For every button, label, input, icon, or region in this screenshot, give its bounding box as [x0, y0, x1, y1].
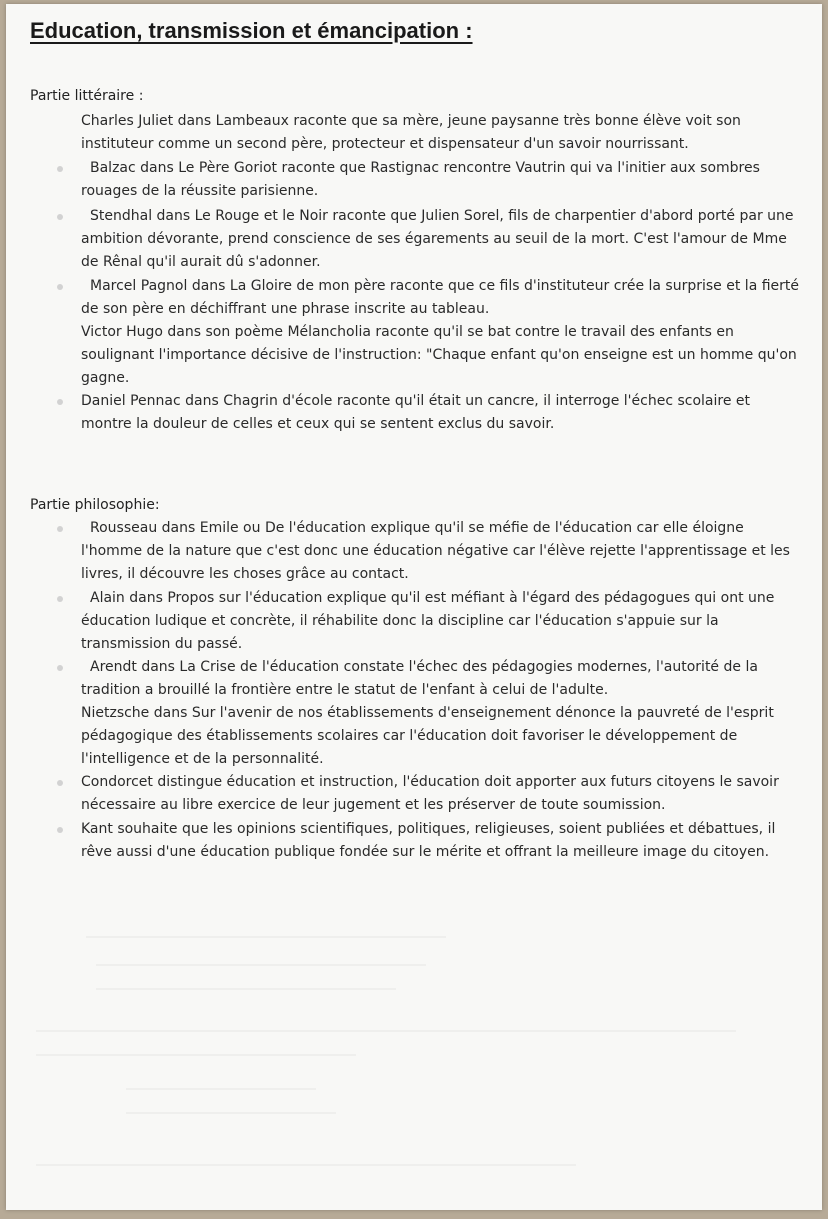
- bullet-icon: [57, 596, 63, 602]
- bullet-icon: [57, 780, 63, 786]
- show-through-mark: [86, 936, 446, 938]
- list-item: Arendt dans La Crise de l'éducation constate l'échec des pédagogies modernes, l'autorité de la tradition a brouillé la frontière entre le statut de l'enfant à celui de l'adulte.: [81, 659, 758, 698]
- show-through-mark: [36, 1030, 736, 1032]
- list-item: Alain dans Propos sur l'éducation explique qu'il est méfiant à l'égard des pédagogues qui ont une éducation ludique et concrète, il réhabilite donc la discipline car l'éducation s'appuie sur la transmission du passé.: [81, 590, 775, 652]
- section-heading-philosophie: Partie philosophie:: [30, 497, 160, 513]
- show-through-mark: [126, 1112, 336, 1114]
- list-item: Nietzsche dans Sur l'avenir de nos établissements d'enseignement dénonce la pauvreté de l'esprit pédagogique des établissements scolaires car l'éducation doit favoriser le développement de l'intelligence et de la personnalité.: [81, 705, 774, 767]
- show-through-mark: [96, 964, 426, 966]
- list-item: Charles Juliet dans Lambeaux raconte que sa mère, jeune paysanne très bonne élève voit son instituteur comme un second père, protecteur et dispensateur d'un savoir nourrissant.: [81, 113, 741, 152]
- show-through-mark: [36, 1054, 356, 1056]
- list-item: Victor Hugo dans son poème Mélancholia raconte qu'il se bat contre le travail des enfants en soulignant l'importance décisive de l'instruction: "Chaque enfant qu'on enseigne est un homme qu'on gagne.: [81, 324, 797, 386]
- show-through-mark: [126, 1088, 316, 1090]
- bullet-icon: [57, 827, 63, 833]
- list-item: Daniel Pennac dans Chagrin d'école raconte qu'il était un cancre, il interroge l'échec scolaire et montre la douleur de celles et ceux qui se sentent exclus du savoir.: [81, 393, 750, 432]
- bullet-icon: [57, 665, 63, 671]
- bullet-icon: [57, 166, 63, 172]
- list-item: Condorcet distingue éducation et instruction, l'éducation doit apporter aux futurs citoyens le savoir nécessaire au libre exercice de leur jugement et les préserver de toute soumission.: [81, 774, 779, 813]
- bullet-icon: [57, 526, 63, 532]
- show-through-mark: [36, 1164, 576, 1166]
- list-item: Rousseau dans Emile ou De l'éducation explique qu'il se méfie de l'éducation car elle éloigne l'homme de la nature que c'est donc une éducation négative car l'élève rejette l'apprentissage et les livres, il découvre les choses grâce au contact.: [81, 520, 790, 582]
- list-item: Balzac dans Le Père Goriot raconte que Rastignac rencontre Vautrin qui va l'initier aux sombres rouages de la réussite parisienne.: [81, 160, 760, 199]
- page-title: Education, transmission et émancipation :: [30, 18, 473, 43]
- bullet-icon: [57, 399, 63, 405]
- show-through-mark: [96, 988, 396, 990]
- bullet-icon: [57, 284, 63, 290]
- list-item: Stendhal dans Le Rouge et le Noir raconte que Julien Sorel, fils de charpentier d'abord porté par une ambition dévorante, prend conscience de ses égarements au seuil de la mort. C'est l'amour de Mme de Rênal qu'il aurait dû s'adonner.: [81, 208, 794, 270]
- section-heading-litteraire: Partie littéraire :: [30, 88, 144, 104]
- bullet-icon: [57, 214, 63, 220]
- list-item: Marcel Pagnol dans La Gloire de mon père raconte que ce fils d'instituteur crée la surprise et la fierté de son père en déchiffrant une phrase inscrite au tableau.: [81, 278, 800, 317]
- list-item: Kant souhaite que les opinions scientifiques, politiques, religieuses, soient publiées et débattues, il rêve aussi d'une éducation publique fondée sur le mérite et offrant la meilleure image du citoyen.: [81, 821, 776, 860]
- document-page: [6, 4, 822, 1210]
